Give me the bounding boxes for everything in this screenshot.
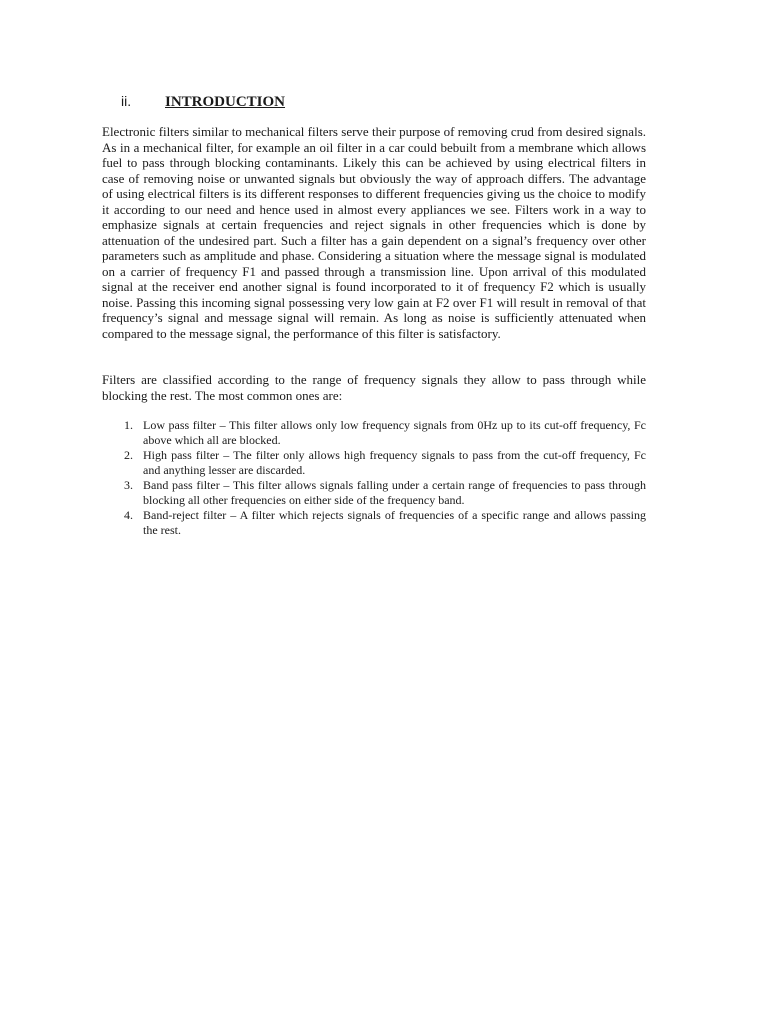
list-item-text: Band pass filter – This filter allows signals falling under a certain range of frequencies to pass through blocking all other frequencies on either side of the frequency band. bbox=[143, 478, 646, 507]
list-item-number: 1. bbox=[124, 418, 133, 432]
classification-paragraph: Filters are classified according to the range of frequency signals they allow to pass through while blocking the rest. The most common ones are: bbox=[102, 372, 646, 403]
list-item bbox=[102, 508, 646, 538]
section-title: INTRODUCTION bbox=[165, 94, 286, 110]
list-item-text: Band-reject filter – A filter which rejects signals of frequencies of a specific range and allows passing the rest. bbox=[143, 508, 646, 537]
list-item-number: 4. bbox=[124, 508, 133, 522]
list-item bbox=[102, 448, 646, 478]
list-item-text: Low pass filter – This filter allows only low frequency signals from 0Hz up to its cut-off frequency, Fc above which all are blocked. bbox=[143, 418, 646, 447]
list-item bbox=[102, 478, 646, 508]
list-item-number: 3. bbox=[124, 478, 133, 492]
list-item bbox=[102, 418, 646, 448]
intro-paragraph: Electronic filters similar to mechanical filters serve their purpose of removing crud from desired signals. As in a mechanical filter, for example an oil filter in a car could bebuilt from a membrane which allows fuel to pass through blocking contaminants. Likely this can be achieved by using electrical filters in case of removing noise or unwanted signals but obviously the way of approach differs. The advantage of using electrical filters is its different responses to different frequencies giving us the choice to modify it according to our need and hence used in almost every appliances we see. Filters work in a way to emphasize signals at certain frequencies and reject signals in other frequencies which is done by attenuation of the undesired part. Such a filter has a gain dependent on a signal’s frequency over other parameters such as amplitude and phase. Considering a situation where the message signal is modulated on a carrier of frequency F1 and passed through a transmission line. Upon arrival of this modulated signal at the receiver end another signal is found incorporated to it of frequency F2 which is usually noise. Passing this incoming signal possessing very low gain at F2 over F1 will result in removal of that frequency’s signal and message signal will remain. As long as noise is sufficiently attenuated when compared to the message signal, the performance of this filter is satisfactory. bbox=[102, 124, 646, 341]
filter-types-list bbox=[102, 418, 646, 538]
section-number: ii. bbox=[121, 93, 132, 109]
section-heading bbox=[121, 91, 285, 112]
list-item-number: 2. bbox=[124, 448, 133, 462]
list-item-text: High pass filter – The filter only allows high frequency signals to pass from the cut-off frequency, Fc and anything lesser are discarded. bbox=[143, 448, 646, 477]
